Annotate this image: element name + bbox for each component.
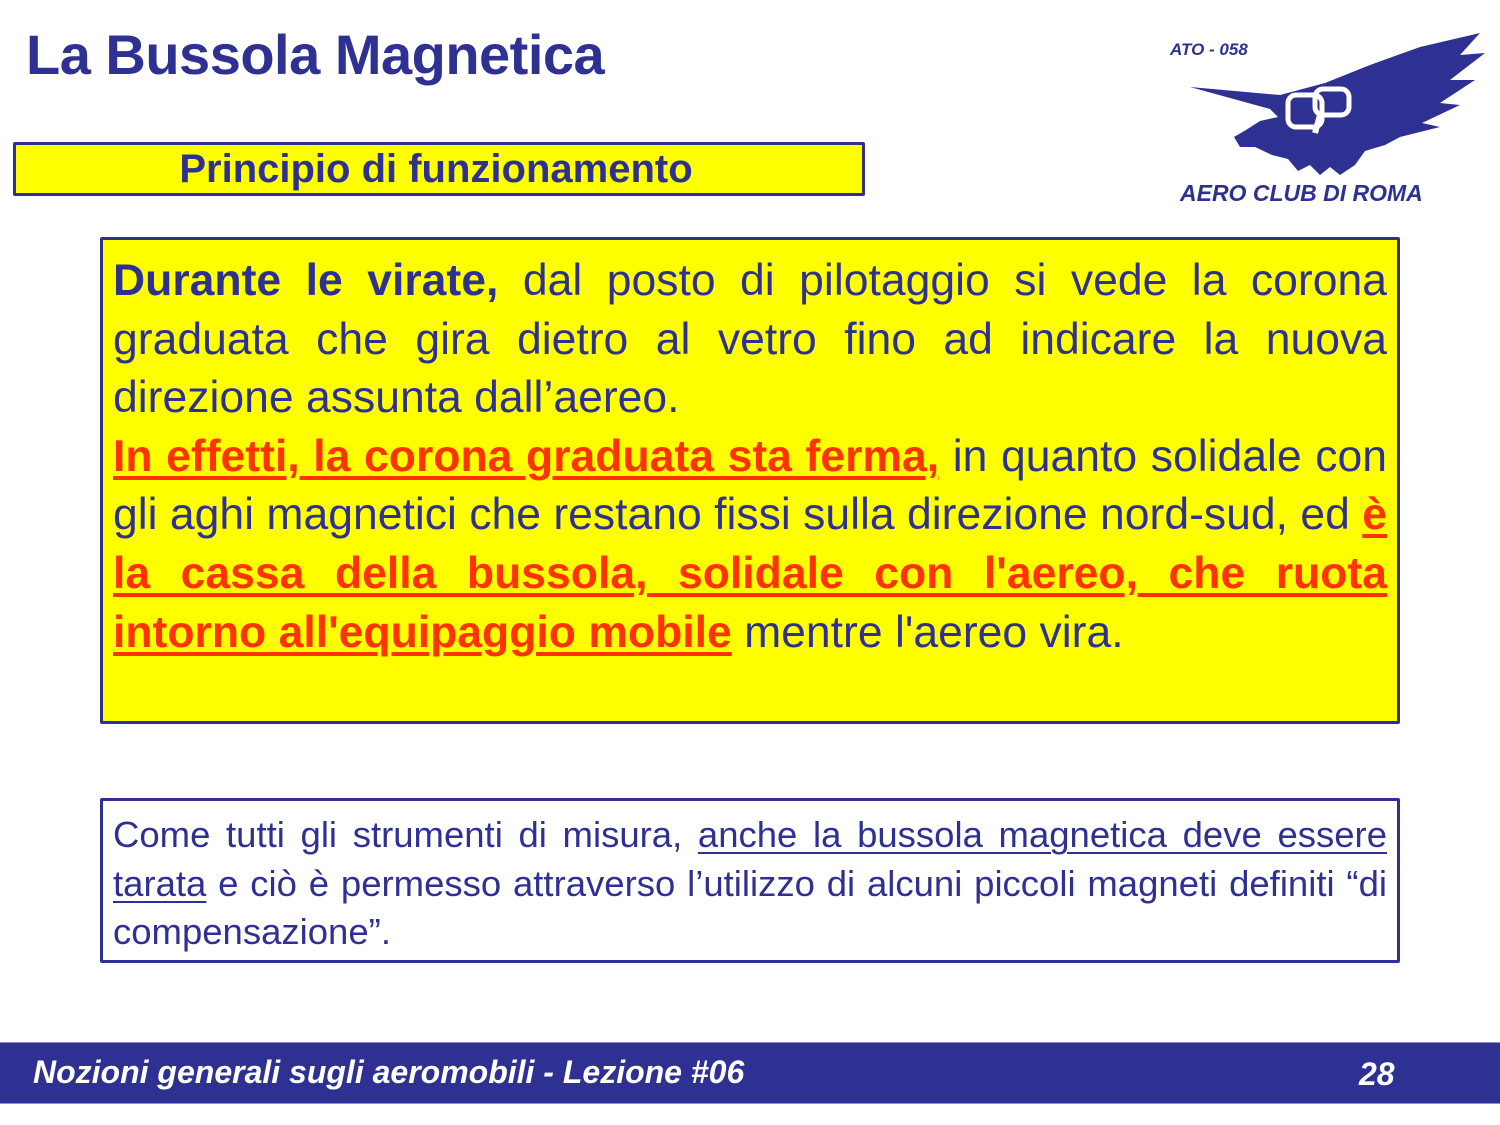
calibration-note [113, 811, 1387, 957]
course-title: Nozioni generali sugli aeromobili - Lezione #06 [33, 1054, 745, 1090]
page-number: 28 [1359, 1056, 1395, 1092]
section-subtitle: Principio di funzionamento [179, 146, 693, 191]
section-subtitle-box [13, 142, 865, 196]
paragraph-fixed-ring [113, 428, 1387, 662]
note-intro: Come tutti gli strumenti di misura, [113, 814, 698, 855]
calibration-note-box [100, 798, 1400, 963]
note-rest: e ciò è permesso attraverso l’utilizzo di alcuni piccoli magneti definiti “di compensazione”. [113, 862, 1387, 952]
fixed-ring-text: in quanto solidale con gli aghi magnetici che restano fissi sulla direzione nord-sud, ed [113, 431, 1387, 540]
page-title: La Bussola Magnetica [26, 23, 605, 86]
eagle-icon [1160, 25, 1490, 215]
paragraph-turns [113, 252, 1387, 428]
turns-text: dal posto di pilotaggio si vede la corona graduata che gira dietro al vetro fino ad indicare la nuova direzione assunta dall’aereo. [113, 256, 1387, 423]
turns-lead: Durante le virate, [113, 256, 499, 305]
logo-name: AERO CLUB DI ROMA [1180, 180, 1423, 206]
aero-club-logo [1160, 25, 1490, 215]
case-rotates-emphasis: è la cassa della bussola, solidale con l'aereo, che ruota intorno all'equipaggio mobile [113, 490, 1387, 657]
footer-bar [0, 1042, 1500, 1104]
note-underlined: anche la bussola magnetica deve essere tarata [113, 814, 1387, 904]
logo-code: ATO - 058 [1170, 40, 1248, 59]
fixed-ring-end: mentre l'aereo vira. [731, 607, 1124, 657]
fixed-ring-emphasis: In effetti, la corona graduata sta ferma, [113, 431, 940, 481]
principle-explanation-box [100, 237, 1400, 724]
